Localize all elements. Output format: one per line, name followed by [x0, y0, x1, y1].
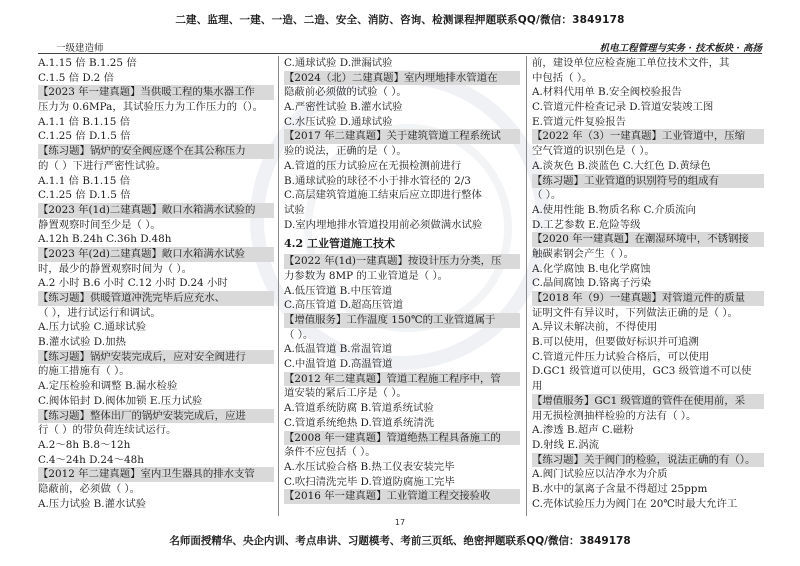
question-stem: 【练习题】整体出厂的锅炉安装完成后，应进 — [38, 409, 274, 424]
text-line: C.阀体铅封 D.阀体加锁 E.压力试验 — [38, 394, 203, 407]
text-line: A.压力试验 B.灌水试验 — [38, 497, 147, 510]
text-line: 前，建设单位应检查施工单位技术文件，其 — [532, 57, 730, 69]
question-stem: 【2023 年一建真题】当供暖工程的集水器工作 — [38, 85, 274, 100]
text-line: A.1.15 倍 B.1.25 倍 — [38, 57, 137, 69]
text-line: A.低压管道 B.中压管道 — [284, 284, 393, 297]
text-line: C.1.5 倍 D.2 倍 — [38, 71, 114, 84]
text-line: 触碳素钢会产生（ ）。 — [532, 247, 635, 260]
question-stem: 【2020 年一建真题】在潮湿环境中，不锈钢接 — [532, 232, 764, 247]
column-divider — [278, 56, 279, 516]
text-line: C.管道元件压力试验合格后，可以使用 — [532, 350, 710, 363]
text-line: 用无损检测抽样检验的方法有（ ）。 — [532, 409, 697, 422]
text-line: （ ）。 — [532, 189, 562, 202]
text-line: A.低温管道 B.常温管道 — [284, 343, 393, 356]
text-line: 条件不应包括（ ）。 — [284, 446, 376, 459]
question-stem: 【2023 年(1d)二建真题】敞口水箱满水试验的 — [38, 203, 274, 218]
text-line: 试验 — [284, 203, 305, 216]
question-stem: 【2022 年（3）一建真题】工业管道中，压缩 — [532, 129, 764, 144]
text-line: E.管道元件复验报告 — [532, 115, 627, 128]
top-banner: 二建、监理、一建、一造、二造、安全、消防、咨询、检测课程押题联系QQ/微信：3849178 — [175, 14, 625, 26]
text-line: C.高压管道 D.超高压管道 — [284, 299, 403, 312]
bottom-banner: 名师面授精华、央企内训、考点串讲、习题模考、考前三页纸、绝密押题联系QQ/微信：3849178 — [169, 535, 631, 547]
text-line: （ ），进行试运行和调试。 — [38, 306, 161, 319]
text-line: 证明文件有异议时，下列做法正确的是（ ）。 — [532, 306, 738, 319]
header-left: 一级建造师 — [56, 43, 104, 54]
text-line: 行（ ）的带负荷连续试运行。 — [38, 424, 177, 437]
text-line: 压力为 0.6MPa，其试验压力为工作压力的（）。 — [38, 101, 264, 114]
text-line: A.化学腐蚀 B.电化学腐蚀 — [532, 262, 651, 275]
text-line: C.中温管道 D.高温管道 — [284, 358, 393, 371]
text-line: 道安装的紧后工序是（ ）。 — [284, 387, 407, 400]
column-3 — [532, 56, 764, 511]
text-line: C.1.25 倍 D.1.5 倍 — [38, 189, 131, 202]
text-line: A.使用性能 B.物质名称 C.介质流向 — [532, 203, 696, 216]
page-header — [38, 40, 762, 54]
text-line: D.工艺参数 E.危险等级 — [532, 218, 641, 231]
text-line: A.管道系统防腐 B.管道系统试验 — [284, 402, 434, 415]
text-line: C.高层建筑管道施工结束后应立即进行整体 — [284, 189, 482, 202]
text-line: A.阀门试验应以洁净水为介质 — [532, 468, 668, 481]
text-line: A.淡灰色 B.淡蓝色 C.大红色 D.黄绿色 — [532, 159, 711, 172]
question-stem: 【2016 年一建真题】工业管道工程交接验收 — [284, 489, 520, 504]
text-line: A.材料代用单 B.安全阀校验报告 — [532, 86, 682, 99]
question-stem: 【2017 年二建真题】关于建筑管道工程系统试 — [284, 129, 520, 144]
text-line: 隐蔽前，必须做（ ）。 — [38, 482, 141, 495]
text-line: 用 — [532, 380, 543, 393]
text-line: A.压力试验 C.通球试验 — [38, 321, 147, 334]
page-number: 17 — [394, 518, 406, 527]
text-line: D.GC1 级管道可以使用，GC3 级管道不可以使 — [532, 365, 752, 378]
text-line: C.管道元件检查记录 D.管道安装竣工图 — [532, 101, 714, 114]
text-line: C.壳体试验压力为阀门在 20℃时最大允许工 — [532, 497, 738, 510]
question-stem: 【2022 年(1d)一建真题】按设计压力分类，压 — [284, 254, 520, 269]
text-line: D.室内埋地排水管道投用前必须做满水试验 — [284, 218, 483, 231]
question-stem: 【2024（北）二建真题】室内埋地排水管道在 — [284, 71, 520, 86]
text-line: 时，最少的静置观察时间为（ ）。 — [38, 262, 192, 275]
question-stem: 【练习题】锅炉安装完成后，应对安全阀进行 — [38, 350, 274, 365]
question-stem: 【2023 年(2d)二建真题】敞口水箱满水试验 — [38, 247, 274, 262]
text-line: A.12h B.24h C.36h D.48h — [38, 233, 172, 246]
question-stem: 【增值服务】GC1 级管道的管件在使用前，采 — [532, 394, 764, 409]
text-line: B.可以使用，但要做好标识并可追溯 — [532, 336, 699, 349]
column-2 — [284, 56, 520, 504]
text-line: A.管道的压力试验应在无损检测前进行 — [284, 159, 462, 172]
question-stem: 【2018 年（9）一建真题】对管道元件的质量 — [532, 291, 764, 306]
question-stem: 【2012 年二建真题】室内卫生器具的排水支管 — [38, 467, 274, 482]
question-stem: 【练习题】供暖管道冲洗完毕后应充水、 — [38, 291, 274, 306]
question-stem: 【2012 年二建真题】管道工程施工程序中，管 — [284, 372, 520, 387]
text-line: B.灌水试验 D.加热 — [38, 336, 126, 349]
text-line: C.晶间腐蚀 D.铬离子污染 — [532, 277, 651, 290]
column-divider — [526, 56, 527, 516]
text-line: 静置观察时间至少是（ ）。 — [38, 218, 161, 231]
text-line: C.1.25 倍 D.1.5 倍 — [38, 130, 131, 143]
text-line: B.通球试验的球径不小于排水管径的 2/3 — [284, 174, 471, 187]
text-line: 的（ ）下进行严密性试验。 — [38, 159, 166, 172]
text-line: C.管道系统绝热 D.管道系统清洗 — [284, 416, 435, 429]
text-line: A.渗透 B.超声 C.磁粉 — [532, 424, 634, 437]
text-line: A.2～8h B.8～12h — [38, 438, 131, 451]
section-heading: 4.2 工业管道施工技术 — [284, 237, 395, 251]
question-stem: 【2008 年一建真题】管道绝热工程具备施工的 — [284, 431, 520, 446]
text-line: D.射线 E.涡流 — [532, 438, 600, 451]
text-line: C.通球试验 D.泄漏试验 — [284, 57, 393, 69]
question-stem: 【练习题】工业管道的识别符号的组成有 — [532, 174, 764, 189]
text-line: C.水压试验 D.通球试验 — [284, 115, 393, 128]
text-line: A.1.1 倍 B.1.15 倍 — [38, 174, 131, 187]
text-line: 的施工措施有（ ）。 — [38, 365, 130, 378]
text-line: B.水中的氯离子含量不得超过 25ppm — [532, 482, 708, 495]
text-line: A.严密性试验 B.灌水试验 — [284, 101, 403, 114]
text-line: （ ）。 — [284, 328, 314, 341]
question-stem: 【练习题】关于阀门的检验，说法正确的有（）。 — [532, 453, 764, 468]
text-line: 空气管道的识别色是（ ）。 — [532, 145, 655, 158]
text-line: C.4～24h D.24～48h — [38, 453, 144, 466]
question-stem: 【增值服务】工作温度 150℃的工业管道属于 — [284, 313, 520, 328]
text-line: A.2 小时 B.6 小时 C.12 小时 D.24 小时 — [38, 277, 228, 290]
text-line: 验的说法，正确的是（ ）。 — [284, 145, 407, 158]
text-line: 隐蔽前必须做的试验（ ）。 — [284, 86, 407, 99]
text-line: C.吹扫清洗完毕 D.管道防腐施工完毕 — [284, 475, 455, 488]
text-line: A.水压试验合格 B.热工仪表安装完毕 — [284, 460, 455, 473]
text-line: A.1.1 倍 B.1.15 倍 — [38, 115, 131, 128]
header-right: 机电工程管理与实务 · 技术板块 · 高扬 — [599, 43, 762, 54]
column-1 — [38, 56, 274, 511]
text-line: 中包括（ ）。 — [532, 71, 593, 84]
question-stem: 【练习题】锅炉的安全阀应逐个在其公称压力 — [38, 144, 274, 159]
text-line: A.异议未解决前，不得使用 — [532, 321, 658, 334]
text-line: A.定压检验和调整 B.漏水检验 — [38, 380, 178, 393]
text-line: 力参数为 8MP 的工业管道是（ ）。 — [284, 269, 449, 282]
